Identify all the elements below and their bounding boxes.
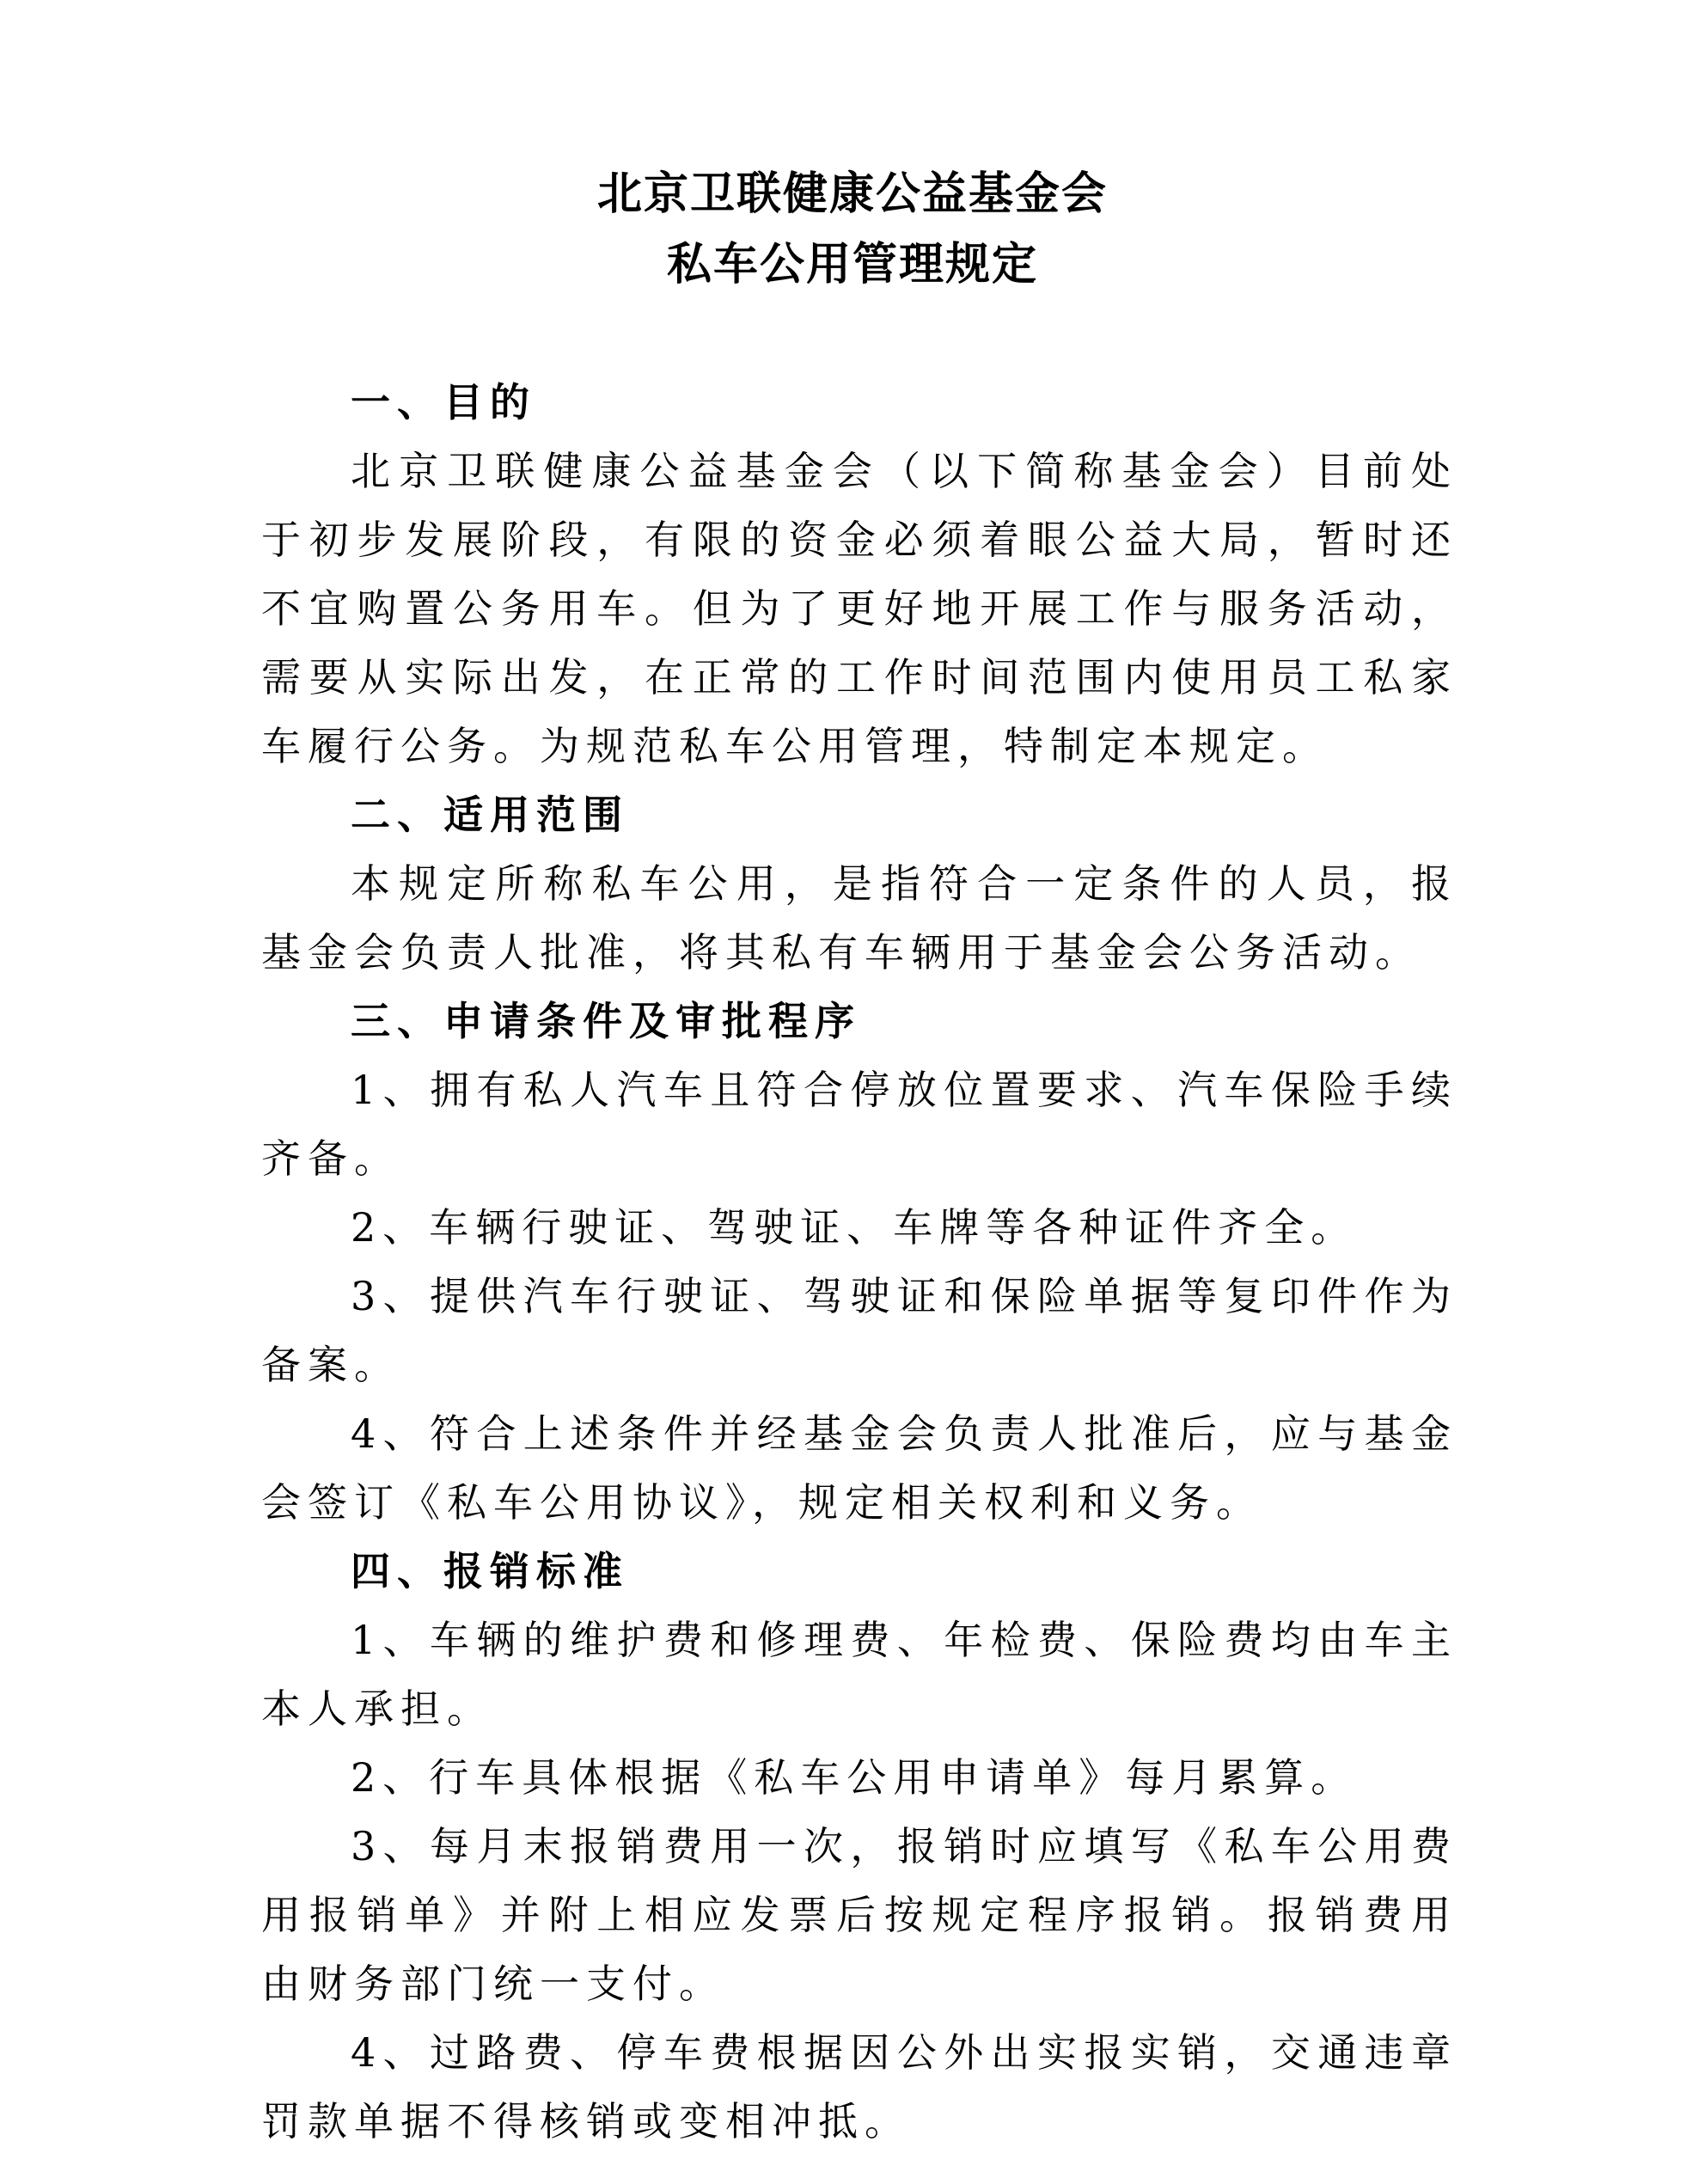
list-item: 1、拥有私人汽车且符合停放位置要求、汽车保险手续齐备。 <box>261 1067 1458 1182</box>
section-heading-reimbursement: 四、报销标准 <box>351 1548 629 1594</box>
paragraph: 本规定所称私车公用，是指符合一定条件的人员，报基金会负责人批准，将其私有车辆用于基金会公务活动。 <box>261 860 1458 976</box>
paragraph: 北京卫联健康公益基金会（以下简称基金会）目前处于初步发展阶段，有限的资金必须着眼公益大局，暂时还不宜购置公务用车。但为了更好地开展工作与服务活动，需要从实际出发，在正常的工作时间范围内使用员工私家车履行公务。为规范私车公用管理，特制定本规定。 <box>261 448 1458 769</box>
list-item: 3、每月末报销费用一次，报销时应填写《私车公用费用报销单》并附上相应发票后按规定程序报销。报销费用由财务部门统一支付。 <box>261 1823 1458 2007</box>
list-item: 4、过路费、停车费根据因公外出实报实销，交通违章罚款单据不得核销或变相冲抵。 <box>261 2029 1458 2144</box>
list-item: 2、车辆行驶证、驾驶证、车牌等各种证件齐全。 <box>351 1204 1358 1251</box>
section-heading-scope: 二、适用范围 <box>351 792 629 838</box>
list-item: 1、车辆的维护费和修理费、年检费、保险费均由车主本人承担。 <box>261 1617 1458 1732</box>
section-heading-purpose: 一、目的 <box>351 379 536 425</box>
section-heading-conditions: 三、申请条件及审批程序 <box>351 998 861 1044</box>
document-body <box>261 368 1458 2156</box>
document-subtitle: 私车公用管理规定 <box>666 238 1038 291</box>
document-title: 北京卫联健康公益基金会 <box>596 168 1108 220</box>
list-item: 4、符合上述条件并经基金会负责人批准后，应与基金会签订《私车公用协议》，规定相关权利和义务。 <box>261 1410 1458 1526</box>
list-item: 3、提供汽车行驶证、驾驶证和保险单据等复印件作为备案。 <box>261 1273 1458 1388</box>
list-item: 2、行车具体根据《私车公用申请单》每月累算。 <box>351 1754 1358 1801</box>
